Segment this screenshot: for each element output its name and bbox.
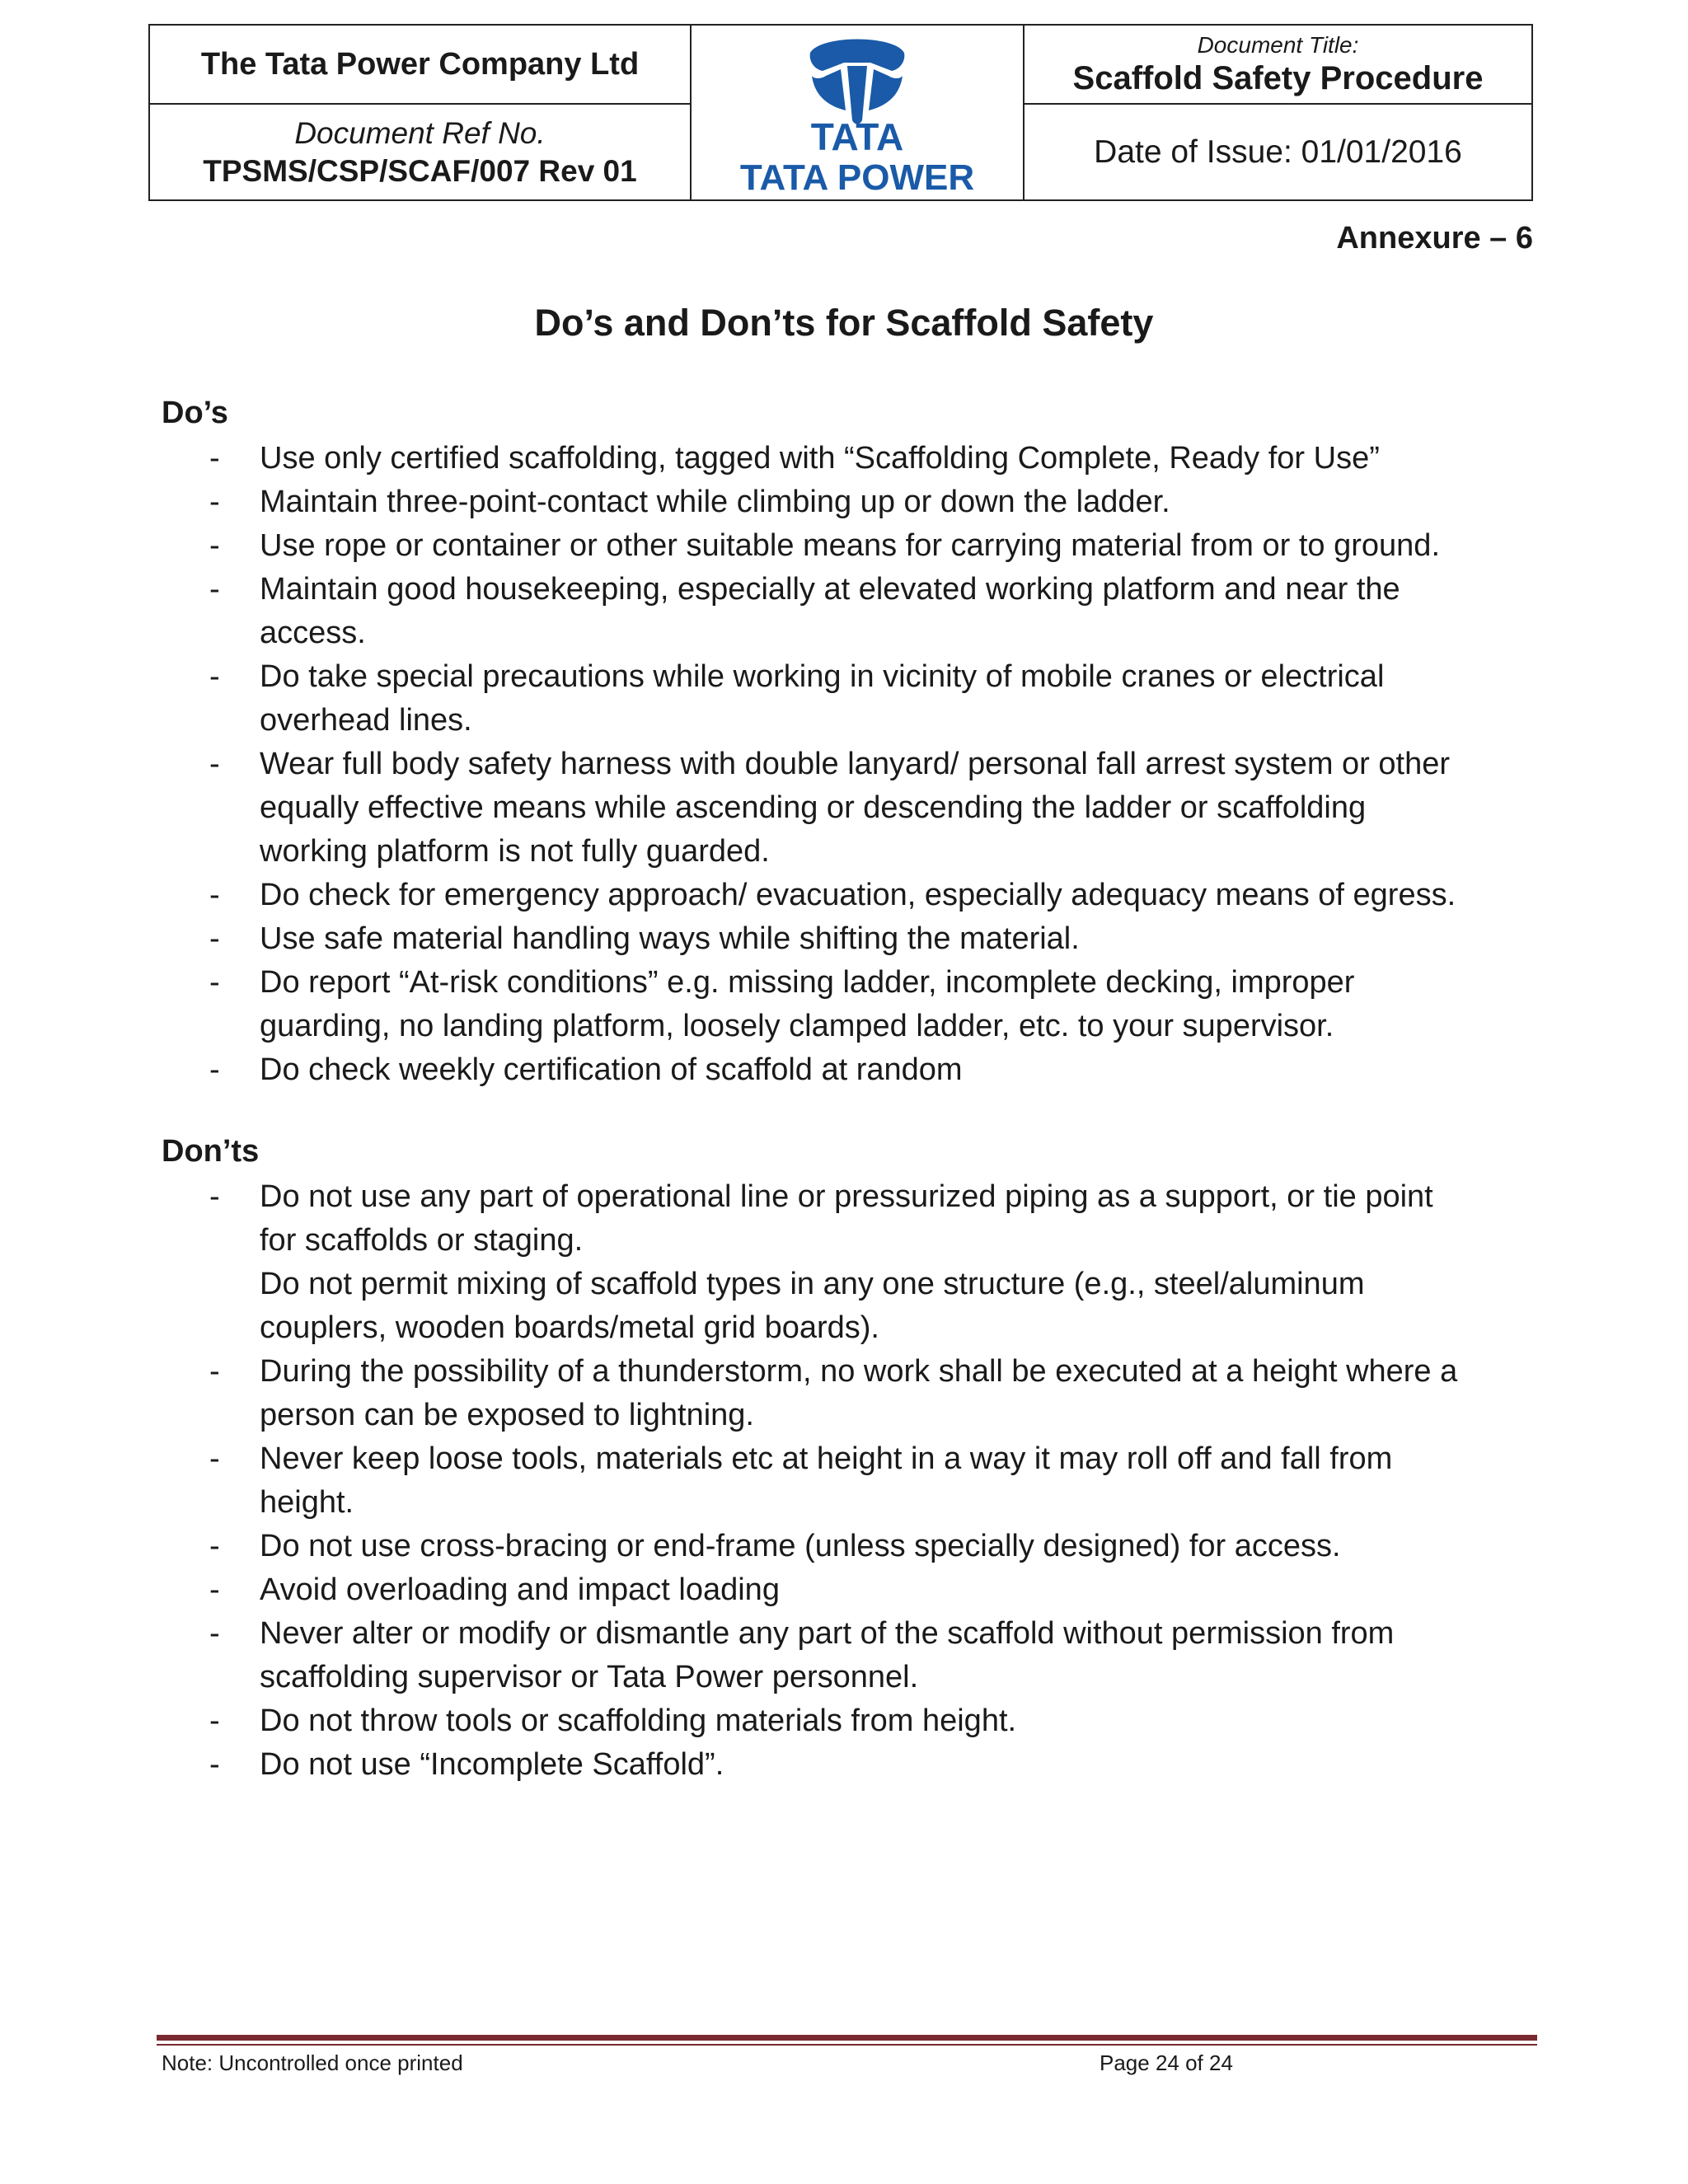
list-item-line: scaffolding supervisor or Tata Power personnel. [260, 1660, 919, 1694]
list-item [162, 1568, 1546, 1612]
list-item [162, 1048, 1546, 1092]
list-item [162, 480, 1546, 524]
list-item-line: Do check for emergency approach/ evacuation, especially adequacy means of egress. [260, 878, 1456, 912]
list-dash: - [209, 1529, 220, 1563]
annexure-label: Annexure – 6 [1336, 221, 1533, 255]
list-item-line: Maintain good housekeeping, especially at elevated working platform and near the [260, 572, 1400, 607]
list-item-line: height. [260, 1485, 354, 1520]
list-dash: - [209, 965, 220, 1000]
list-item-line: Do not throw tools or scaffolding materials from height. [260, 1704, 1017, 1738]
list-item [162, 1437, 1546, 1525]
list-item-line: Do not use cross-bracing or end-frame (unless specially designed) for access. [260, 1529, 1341, 1563]
list-item-line: Never alter or modify or dismantle any part of the scaffold without permission from [260, 1616, 1395, 1651]
list-dash: - [209, 1441, 220, 1476]
date-cell [1024, 104, 1532, 200]
list-item [162, 568, 1546, 655]
list-item-line: Use rope or container or other suitable means for carrying material from or to ground. [260, 528, 1440, 563]
ref-number: TPSMS/CSP/SCAF/007 Rev 01 [203, 153, 637, 188]
list-item-line: Do not use “Incomplete Scaffold”. [260, 1747, 724, 1782]
list-dash: - [209, 878, 220, 912]
list-item-line: Do check weekly certification of scaffold at random [260, 1052, 963, 1087]
document-title-label: Document Title: [1197, 32, 1359, 58]
list-dash: - [209, 1616, 220, 1651]
ref-label: Document Ref No. [294, 115, 546, 150]
page-number: Page 24 of 24 [1100, 2050, 1233, 2075]
list-item-line: Use only certified scaffolding, tagged with “Scaffolding Complete, Ready for Use” [260, 441, 1380, 476]
list-item-line: guarding, no landing platform, loosely clamped ladder, etc. to your supervisor. [260, 1009, 1334, 1043]
list-item-line: During the possibility of a thunderstorm, no work shall be executed at a height where a [260, 1354, 1458, 1389]
company-cell [149, 25, 691, 104]
list-item [162, 655, 1546, 743]
list-dash: - [209, 1704, 220, 1738]
list-dash: - [209, 1052, 220, 1087]
list-item-line: Wear full body safety harness with double lanyard/ personal fall arrest system or other [260, 747, 1450, 781]
list-dash: - [209, 485, 220, 519]
document-header [148, 24, 1533, 201]
list-item [162, 1350, 1546, 1437]
list-item-line: overhead lines. [260, 703, 472, 738]
list-item [162, 524, 1546, 568]
list-dash: - [209, 1354, 220, 1389]
tata-power-logo [717, 28, 997, 197]
list-item-line: Never keep loose tools, materials etc at height in a way it may roll off and fall from [260, 1441, 1393, 1476]
list-dash: - [209, 1179, 220, 1214]
list-dash: - [209, 921, 220, 956]
list-dash: - [209, 747, 220, 781]
tata-emblem-icon [810, 40, 905, 124]
company-name: The Tata Power Company Ltd [200, 46, 640, 82]
list-dash: - [209, 1747, 220, 1782]
list-item [162, 874, 1546, 917]
list-item [162, 437, 1546, 480]
logo-text-bottom: TATA POWER [739, 157, 975, 197]
ref-cell [149, 104, 691, 200]
list-item [162, 961, 1546, 1048]
list-item [162, 1699, 1546, 1743]
page-title: Do’s and Don’ts for Scaffold Safety [534, 302, 1154, 344]
donts-list [162, 1175, 1546, 1787]
logo-text-top: TATA [810, 115, 904, 158]
list-item [162, 1612, 1546, 1699]
list-dash: - [209, 441, 220, 476]
list-item-line: Do take special precautions while working in vicinity of mobile cranes or electrical [260, 659, 1385, 694]
list-item [162, 1525, 1546, 1568]
dos-heading: Do’s [162, 396, 228, 430]
list-item-line: equally effective means while ascending or descending the ladder or scaffolding [260, 790, 1367, 825]
list-item-line: Do not permit mixing of scaffold types in any one structure (e.g., steel/aluminum [260, 1267, 1365, 1301]
list-item-line: Do not use any part of operational line or pressurized piping as a support, or tie point [260, 1179, 1433, 1214]
list-item [162, 743, 1546, 874]
list-dash: - [209, 528, 220, 563]
document-title: Scaffold Safety Procedure [1072, 60, 1484, 96]
list-dash: - [209, 1572, 220, 1607]
footer-divider-thin [157, 2044, 1537, 2046]
list-item-line: person can be exposed to lightning. [260, 1398, 754, 1432]
list-item [162, 1175, 1546, 1263]
list-item-line: Maintain three-point-contact while climbing up or down the ladder. [260, 485, 1170, 519]
list-item-line: couplers, wooden boards/metal grid boards). [260, 1310, 879, 1345]
list-item-line: access. [260, 616, 366, 650]
list-item [162, 1743, 1546, 1787]
list-item-line: Avoid overloading and impact loading [260, 1572, 780, 1607]
footer-divider [157, 2035, 1537, 2041]
list-item [162, 917, 1546, 961]
list-dash: - [209, 572, 220, 607]
list-dash: - [209, 659, 220, 694]
title-cell [1024, 25, 1532, 104]
list-item-line: Do report “At-risk conditions” e.g. missing ladder, incomplete decking, improper [260, 965, 1355, 1000]
donts-heading: Don’ts [162, 1134, 260, 1169]
footer-note: Note: Uncontrolled once printed [162, 2050, 463, 2075]
list-item-line: Use safe material handling ways while shifting the material. [260, 921, 1080, 956]
logo-cell [691, 25, 1024, 200]
list-item-line: for scaffolds or staging. [260, 1223, 584, 1258]
date-of-issue: Date of Issue: 01/01/2016 [1094, 134, 1462, 170]
dos-list [162, 437, 1546, 1092]
list-item-line: working platform is not fully guarded. [260, 834, 770, 869]
list-item [162, 1263, 1546, 1350]
